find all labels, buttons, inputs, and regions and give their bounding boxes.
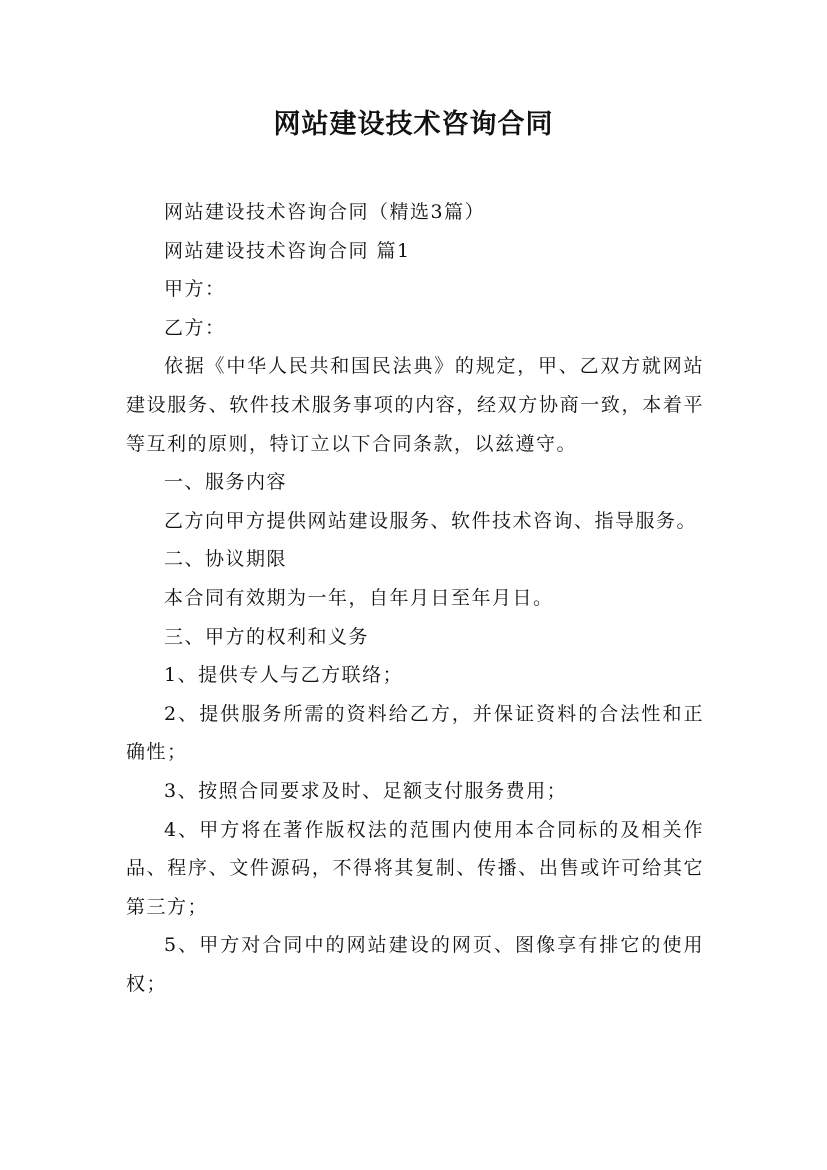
- paragraph-heading-term: 二、协议期限: [164, 548, 288, 571]
- paragraph-clause-3: 3、按照合同要求及时、足额支付服务费用；: [164, 779, 568, 802]
- paragraph-section-heading: 网站建设技术咨询合同 篇1: [164, 239, 411, 262]
- document-title: 网站建设技术咨询合同: [273, 109, 554, 140]
- paragraph-subtitle: 网站建设技术咨询合同（精选3篇）: [164, 201, 486, 223]
- paragraph-clause-5: 5、甲方对合同中的网站建设的网页、图像享有排它的使用权；: [126, 934, 704, 995]
- paragraph-clause-4: 4、甲方将在著作版权法的范围内使用本合同标的及相关作品、程序、文件源码，不得将其复制、传播、出售或许可给其它第三方；: [126, 818, 704, 918]
- document-body: [126, 193, 704, 1003]
- paragraph-clause-1: 1、提供专人与乙方联络；: [164, 664, 404, 687]
- paragraph-party-a: 甲方：: [164, 278, 226, 301]
- paragraph-service-content: 乙方向甲方提供网站建设服务、软件技术咨询、指导服务。: [164, 509, 698, 532]
- paragraph-party-b: 乙方：: [164, 316, 226, 339]
- paragraph-heading-party-a-rights: 三、甲方的权利和义务: [164, 625, 370, 648]
- paragraph-preamble: 依据《中华人民共和国民法典》的规定，甲、乙双方就网站建设服务、软件技术服务事项的内容，经双方协商一致，本着平等互利的原则，特订立以下合同条款，以兹遵守。: [126, 355, 704, 455]
- paragraph-clause-2: 2、提供服务所需的资料给乙方，并保证资料的合法性和正确性；: [126, 702, 704, 764]
- paragraph-heading-service: 一、服务内容: [164, 471, 288, 494]
- paragraph-term-content: 本合同有效期为一年，自年月日至年月日。: [164, 586, 554, 609]
